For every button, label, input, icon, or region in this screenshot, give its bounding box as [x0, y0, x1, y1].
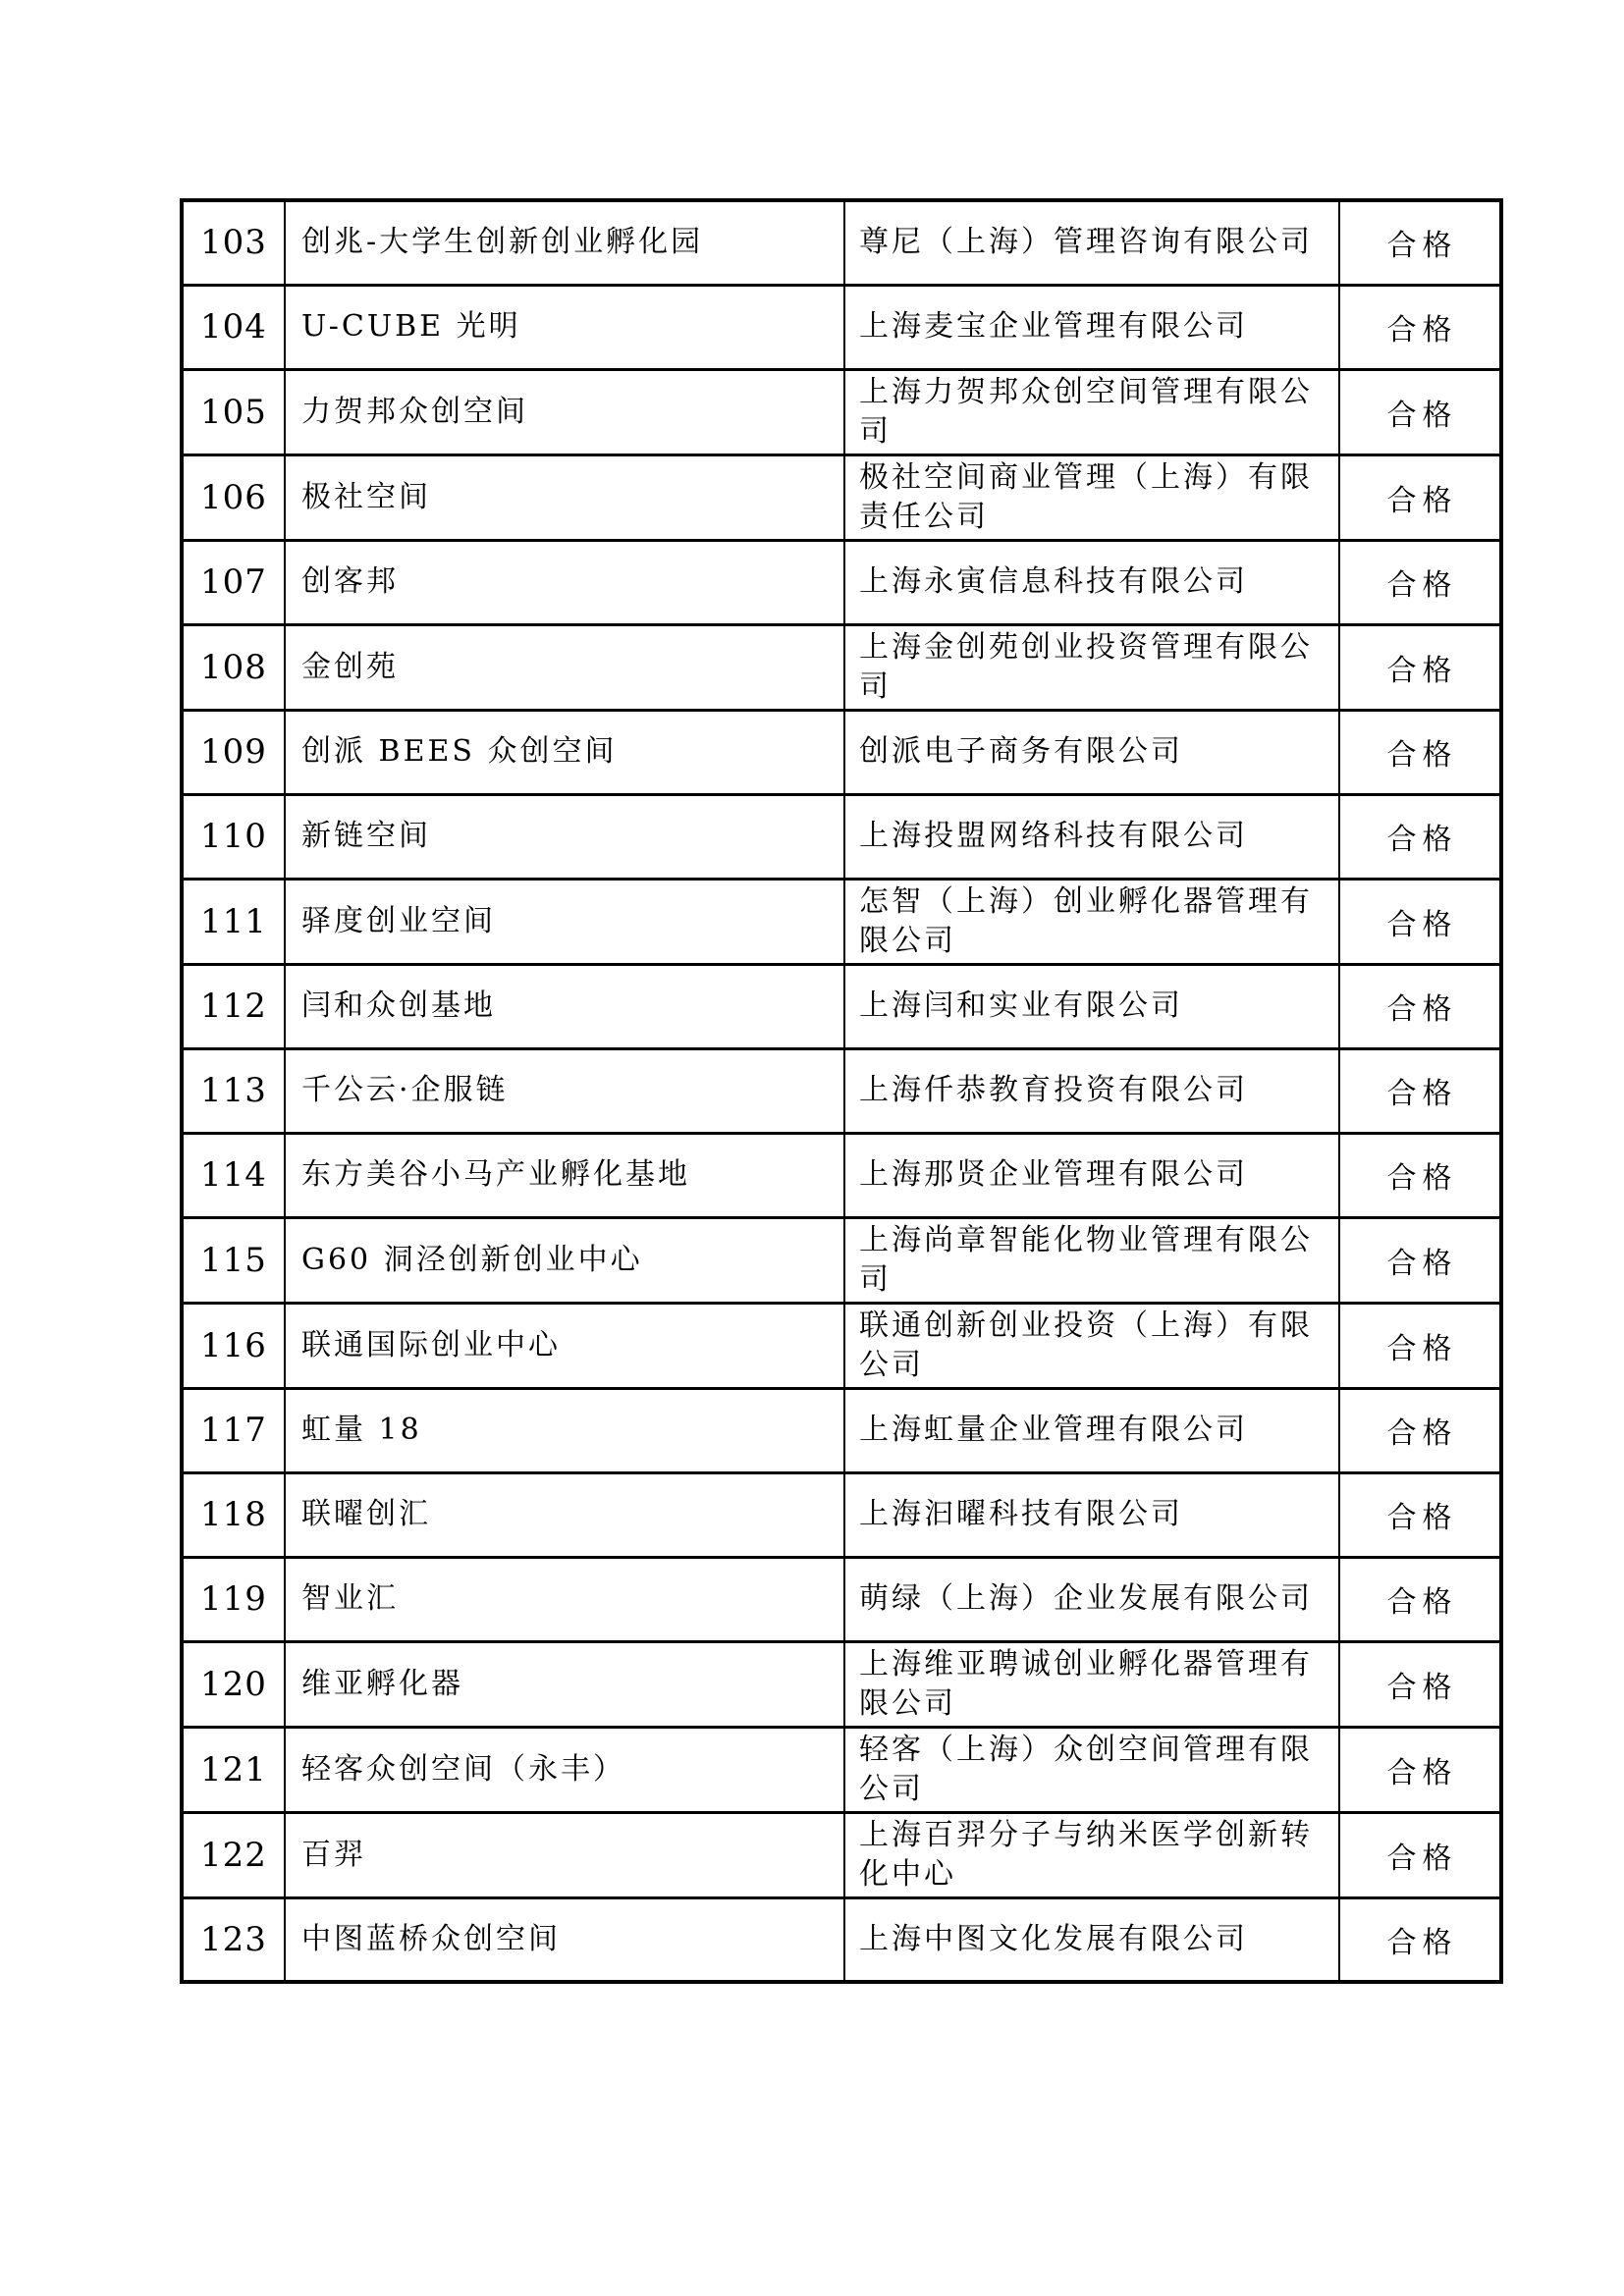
- operating-company-cell: [844, 1388, 1339, 1472]
- row-number-cell: [182, 1048, 285, 1133]
- operating-company-cell: [844, 285, 1339, 369]
- table-row: [182, 285, 1501, 369]
- table-row: [182, 1641, 1501, 1727]
- evaluation-result-cell: [1339, 1217, 1501, 1303]
- evaluation-result-status: 合格: [1386, 1077, 1458, 1111]
- table-row: [182, 200, 1501, 285]
- evaluation-result-status: 合格: [1386, 1161, 1458, 1196]
- evaluation-result-cell: [1339, 964, 1501, 1048]
- operating-company-name: 上海中图文化发展有限公司: [859, 1921, 1248, 1956]
- evaluation-result-status: 合格: [1386, 313, 1458, 347]
- evaluation-result-status: 合格: [1386, 907, 1458, 942]
- row-number: 107: [200, 562, 267, 602]
- space-name-cell: [285, 1048, 844, 1133]
- row-number-cell: [182, 964, 285, 1048]
- evaluation-result-status: 合格: [1386, 1416, 1458, 1451]
- evaluation-result-status: 合格: [1386, 1755, 1458, 1790]
- operating-company-cell: [844, 879, 1339, 964]
- evaluation-result-cell: [1339, 1897, 1501, 1982]
- space-name: 千公云·企服链: [301, 1073, 509, 1107]
- operating-company-name: 轻客（上海）众创空间管理有限公司: [859, 1732, 1313, 1806]
- evaluation-result-cell: [1339, 1641, 1501, 1727]
- table-row: [182, 1727, 1501, 1812]
- evaluation-result-cell: [1339, 624, 1501, 710]
- operating-company-cell: [844, 794, 1339, 879]
- operating-company-cell: [844, 200, 1339, 285]
- operating-company-name: 上海维亚聘诚创业孵化器管理有限公司: [859, 1646, 1313, 1721]
- row-number: 108: [200, 647, 267, 687]
- space-name-cell: [285, 1133, 844, 1217]
- row-number-cell: [182, 1217, 285, 1303]
- space-name-cell: [285, 1641, 844, 1727]
- row-number: 114: [200, 1155, 267, 1195]
- evaluation-result-cell: [1339, 1557, 1501, 1641]
- operating-company-cell: [844, 1812, 1339, 1897]
- space-name-cell: [285, 1812, 844, 1897]
- evaluation-result-status: 合格: [1386, 1925, 1458, 1960]
- space-name-cell: [285, 1557, 844, 1641]
- space-name-cell: [285, 794, 844, 879]
- space-name-cell: [285, 1217, 844, 1303]
- row-number-cell: [182, 624, 285, 710]
- operating-company-name: 上海力贺邦众创空间管理有限公司: [859, 374, 1313, 449]
- operating-company-cell: [844, 1897, 1339, 1982]
- row-number-cell: [182, 1557, 285, 1641]
- space-name-cell: [285, 964, 844, 1048]
- operating-company-name: 上海投盟网络科技有限公司: [859, 819, 1248, 853]
- operating-company-name: 上海闫和实业有限公司: [859, 988, 1183, 1023]
- row-number: 117: [200, 1411, 267, 1450]
- row-number: 115: [200, 1240, 267, 1280]
- space-name-cell: [285, 710, 844, 794]
- table-row: [182, 710, 1501, 794]
- operating-company-name: 联通创新创业投资（上海）有限公司: [859, 1308, 1313, 1382]
- row-number: 120: [200, 1664, 267, 1704]
- row-number-cell: [182, 285, 285, 369]
- space-name-cell: [285, 1303, 844, 1388]
- row-number-cell: [182, 879, 285, 964]
- evaluation-result-status: 合格: [1386, 398, 1458, 433]
- evaluation-table: [180, 198, 1503, 1984]
- operating-company-cell: [844, 964, 1339, 1048]
- space-name: 中图蓝桥众创空间: [301, 1921, 561, 1956]
- row-number-cell: [182, 1641, 285, 1727]
- operating-company-cell: [844, 710, 1339, 794]
- evaluation-result-cell: [1339, 710, 1501, 794]
- space-name: 联曜创汇: [301, 1497, 431, 1531]
- space-name: 创兆-大学生创新创业孵化园: [301, 225, 704, 260]
- operating-company-name: 上海虹量企业管理有限公司: [859, 1413, 1248, 1447]
- space-name-cell: [285, 200, 844, 285]
- row-number-cell: [182, 1897, 285, 1982]
- operating-company-name: 萌绿（上海）企业发展有限公司: [859, 1581, 1313, 1616]
- row-number: 110: [200, 817, 267, 856]
- row-number-cell: [182, 794, 285, 879]
- evaluation-result-cell: [1339, 200, 1501, 285]
- operating-company-cell: [844, 1133, 1339, 1217]
- operating-company-name: 创派电子商务有限公司: [859, 734, 1183, 769]
- row-number: 103: [200, 223, 267, 263]
- evaluation-result-cell: [1339, 1727, 1501, 1812]
- evaluation-result-cell: [1339, 794, 1501, 879]
- table-row: [182, 1303, 1501, 1388]
- table-row: [182, 454, 1501, 540]
- space-name-cell: [285, 1472, 844, 1557]
- table-row: [182, 540, 1501, 624]
- row-number: 111: [200, 901, 267, 941]
- operating-company-name: 极社空间商业管理（上海）有限责任公司: [859, 459, 1313, 534]
- space-name-cell: [285, 1727, 844, 1812]
- operating-company-cell: [844, 1472, 1339, 1557]
- evaluation-result-status: 合格: [1386, 1585, 1458, 1620]
- evaluation-result-status: 合格: [1386, 568, 1458, 603]
- evaluation-result-status: 合格: [1386, 992, 1458, 1027]
- operating-company-name: 上海永寅信息科技有限公司: [859, 564, 1248, 599]
- operating-company-cell: [844, 454, 1339, 540]
- space-name: 创客邦: [301, 564, 399, 599]
- row-number: 118: [200, 1495, 267, 1534]
- evaluation-result-status: 合格: [1386, 738, 1458, 773]
- row-number-cell: [182, 540, 285, 624]
- space-name: U-CUBE 光明: [301, 309, 521, 344]
- space-name: 虹量 18: [301, 1413, 422, 1447]
- space-name: 力贺邦众创空间: [301, 394, 528, 429]
- space-name: 极社空间: [301, 479, 431, 514]
- table-row: [182, 1472, 1501, 1557]
- table-row: [182, 1897, 1501, 1982]
- space-name: 轻客众创空间（永丰）: [301, 1751, 625, 1787]
- space-name: 金创苑: [301, 649, 399, 684]
- operating-company-name: 怎智（上海）创业孵化器管理有限公司: [859, 883, 1313, 958]
- table-row: [182, 1812, 1501, 1897]
- evaluation-result-cell: [1339, 1472, 1501, 1557]
- space-name: 联通国际创业中心: [301, 1327, 561, 1362]
- evaluation-result-status: 合格: [1386, 1670, 1458, 1705]
- space-name: G60 洞泾创新创业中心: [301, 1242, 643, 1277]
- evaluation-result-status: 合格: [1386, 653, 1458, 688]
- space-name-cell: [285, 369, 844, 454]
- evaluation-result-cell: [1339, 1388, 1501, 1472]
- operating-company-cell: [844, 624, 1339, 710]
- table-row: [182, 369, 1501, 454]
- row-number-cell: [182, 369, 285, 454]
- evaluation-result-status: 合格: [1386, 1501, 1458, 1535]
- row-number: 121: [200, 1749, 267, 1789]
- evaluation-result-cell: [1339, 1303, 1501, 1388]
- row-number: 104: [200, 307, 267, 347]
- evaluation-result-cell: [1339, 879, 1501, 964]
- row-number-cell: [182, 1133, 285, 1217]
- operating-company-name: 上海金创苑创业投资管理有限公司: [859, 629, 1313, 704]
- table-row: [182, 1217, 1501, 1303]
- evaluation-result-status: 合格: [1386, 1841, 1458, 1876]
- row-number-cell: [182, 1727, 285, 1812]
- evaluation-result-cell: [1339, 1812, 1501, 1897]
- row-number-cell: [182, 1472, 285, 1557]
- operating-company-name: 上海尚章智能化物业管理有限公司: [859, 1222, 1313, 1297]
- space-name: 创派 BEES 众创空间: [301, 734, 618, 769]
- row-number-cell: [182, 200, 285, 285]
- row-number: 113: [200, 1071, 267, 1110]
- operating-company-cell: [844, 1557, 1339, 1641]
- table-row: [182, 1388, 1501, 1472]
- row-number-cell: [182, 1303, 285, 1388]
- row-number: 109: [200, 732, 267, 772]
- row-number-cell: [182, 1812, 285, 1897]
- table-row: [182, 624, 1501, 710]
- row-number: 119: [200, 1579, 267, 1619]
- row-number: 105: [200, 392, 267, 432]
- operating-company-name: 上海那贤企业管理有限公司: [859, 1157, 1248, 1192]
- row-number: 116: [200, 1325, 267, 1365]
- row-number: 112: [200, 987, 267, 1026]
- evaluation-result-cell: [1339, 1048, 1501, 1133]
- table-row: [182, 1557, 1501, 1641]
- operating-company-cell: [844, 1048, 1339, 1133]
- evaluation-result-cell: [1339, 1133, 1501, 1217]
- space-name-cell: [285, 285, 844, 369]
- operating-company-name: 上海百羿分子与纳米医学创新转化中心: [859, 1817, 1313, 1892]
- evaluation-result-status: 合格: [1386, 483, 1458, 518]
- evaluation-result-cell: [1339, 285, 1501, 369]
- row-number-cell: [182, 1388, 285, 1472]
- operating-company-name: 上海汩曜科技有限公司: [859, 1497, 1183, 1531]
- operating-company-cell: [844, 1217, 1339, 1303]
- evaluation-result-status: 合格: [1386, 823, 1458, 857]
- row-number: 123: [200, 1919, 267, 1959]
- row-number-cell: [182, 710, 285, 794]
- row-number: 122: [200, 1835, 267, 1875]
- evaluation-result-cell: [1339, 454, 1501, 540]
- table-row: [182, 1133, 1501, 1217]
- space-name: 闫和众创基地: [301, 988, 496, 1023]
- space-name-cell: [285, 879, 844, 964]
- table-row: [182, 1048, 1501, 1133]
- table-row: [182, 964, 1501, 1048]
- row-number: 106: [200, 477, 267, 517]
- operating-company-cell: [844, 1303, 1339, 1388]
- space-name: 驿度创业空间: [301, 903, 496, 938]
- space-name-cell: [285, 1897, 844, 1982]
- space-name-cell: [285, 1388, 844, 1472]
- space-name: 东方美谷小马产业孵化基地: [301, 1157, 690, 1192]
- operating-company-name: 上海麦宝企业管理有限公司: [859, 309, 1248, 344]
- evaluation-result-status: 合格: [1386, 1331, 1458, 1366]
- operating-company-cell: [844, 540, 1339, 624]
- table-row: [182, 879, 1501, 964]
- row-number-cell: [182, 454, 285, 540]
- operating-company-cell: [844, 1641, 1339, 1727]
- space-name-cell: [285, 624, 844, 710]
- operating-company-cell: [844, 369, 1339, 454]
- table-row: [182, 794, 1501, 879]
- space-name: 百羿: [301, 1837, 366, 1872]
- operating-company-cell: [844, 1727, 1339, 1812]
- evaluation-result-status: 合格: [1386, 1246, 1458, 1281]
- evaluation-result-cell: [1339, 369, 1501, 454]
- operating-company-name: 尊尼（上海）管理咨询有限公司: [859, 225, 1313, 260]
- space-name-cell: [285, 454, 844, 540]
- space-name-cell: [285, 540, 844, 624]
- evaluation-result-cell: [1339, 540, 1501, 624]
- space-name: 智业汇: [301, 1581, 399, 1616]
- evaluation-table-body: [182, 200, 1501, 1982]
- evaluation-result-status: 合格: [1386, 229, 1458, 264]
- operating-company-name: 上海仟恭教育投资有限公司: [859, 1073, 1248, 1107]
- space-name: 新链空间: [301, 819, 431, 853]
- space-name: 维亚孵化器: [301, 1666, 463, 1701]
